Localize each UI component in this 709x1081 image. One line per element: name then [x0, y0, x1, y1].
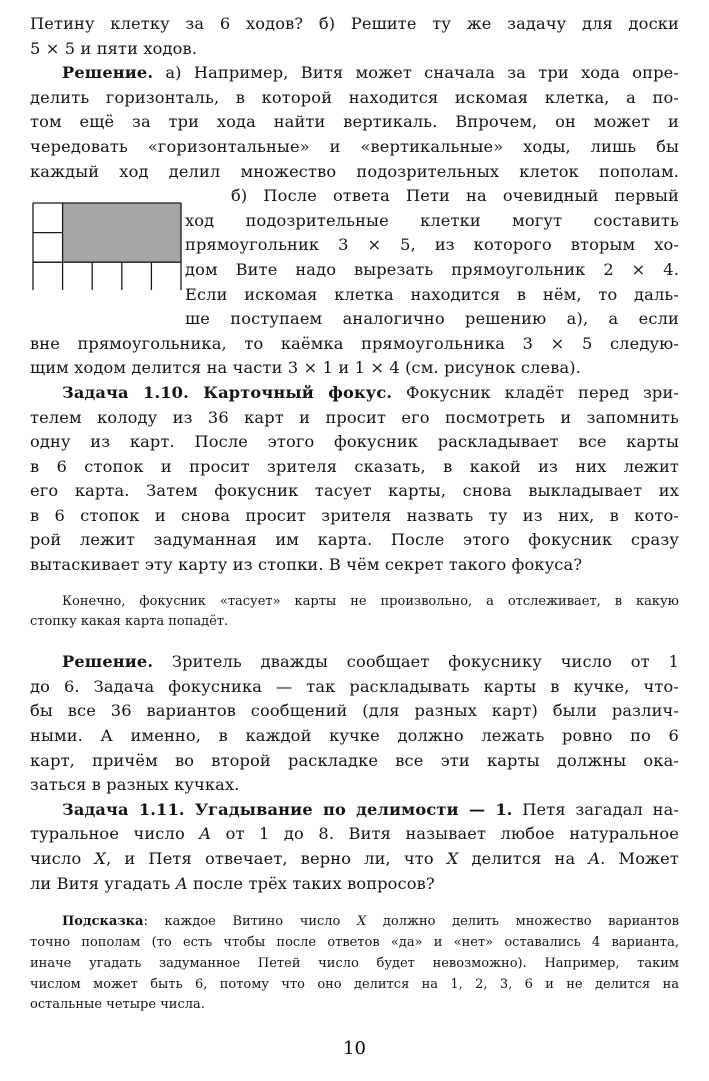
- hint-line: иначе угадать задуманное Петей число будет невозможно). Например, таким: [30, 955, 679, 971]
- text-line: каждый ход делил множество подозрительных клеток пополам.: [30, 161, 679, 181]
- text-line: вне прямоугольника, то каёмка прямоугольника 3 × 5 следую-: [30, 333, 679, 353]
- text-line: рой лежит задуманная им карта. После этого фокусник сразу: [30, 530, 679, 550]
- text-line: туральное число A от 1 до 8. Витя называет любое натуральное: [30, 824, 679, 844]
- text-line: число X, и Петя отвечает, верно ли, что X делится на A. Может: [30, 849, 680, 868]
- text-line: в 6 стопок и просит зрителя сказать, в какой из них лежит: [30, 456, 679, 476]
- solution-label: Решение.: [62, 63, 154, 83]
- note-line: стопку какая карта попадёт.: [30, 614, 229, 630]
- page-number: 10: [343, 1038, 366, 1059]
- variable-a: A: [199, 824, 212, 844]
- spacer: [30, 896, 679, 912]
- text-line: бы все 36 вариантов сообщений (для разных карт) были различ-: [30, 701, 679, 721]
- text-line: прямоугольник 3 × 5, из которого вторым хо-: [185, 235, 679, 255]
- variable-x: X: [446, 849, 459, 868]
- variable-a: A: [175, 873, 188, 893]
- hint-line: числом может быть 6, потому что оно делится на 1, 2, 3, 6 и не делится на: [30, 976, 679, 992]
- text-line: чередовать «горизонтальные» и «вертикальные» ходы, лишь бы: [30, 136, 679, 156]
- hint-line: точно пополам (то есть чтобы после ответов «да» и «нет» оставались 4 варианта,: [30, 934, 679, 950]
- hint-line: остальные четыре числа.: [30, 997, 205, 1013]
- text-line: ными. А именно, в каждой кучке должно лежать ровно по 6: [30, 726, 679, 746]
- text-line: Если искомая клетка находится в нём, то даль-: [185, 284, 679, 304]
- page-body: [30, 12, 679, 1016]
- wrapped-text-column: [185, 184, 679, 332]
- text-line: ли Витя угадать A после трёх таких вопросов?: [30, 873, 435, 893]
- text-line: щим ходом делится на части 3 × 1 и 1 × 4 (см. рисунок слева).: [30, 358, 582, 378]
- text-line: до 6. Задача фокусника — так раскладывать карты в кучке, что-: [30, 676, 679, 696]
- text-line: одну из карт. После этого фокусник раскладывает все карты: [30, 432, 679, 452]
- rectangle-grid-figure: [32, 202, 182, 290]
- task-1-10-label: Задача 1.10. Карточный фокус.: [62, 382, 393, 402]
- figure-wrap-block: [30, 184, 679, 332]
- note-line: Конечно, фокусник «тасует» карты не произвольно, а отслеживает, в какую: [62, 593, 679, 609]
- solution-a-line: Решение. а) Например, Витя может сначала за три хода опре-: [62, 63, 679, 83]
- variable-a: A: [588, 849, 601, 868]
- variable-x: X: [94, 849, 107, 868]
- cut-rectangle-2x4: [63, 203, 181, 262]
- spacer: [30, 578, 679, 592]
- task-1-10-line: Задача 1.10. Карточный фокус. Фокусник кладёт перед зри-: [62, 382, 680, 402]
- text-line: Петину клетку за 6 ходов? б) Решите ту же задачу для доски: [30, 14, 679, 33]
- solution-label: Решение.: [62, 652, 154, 672]
- hint-line: Подсказка: каждое Витино число X должно делить множество вариантов: [62, 914, 679, 930]
- text-line: делить горизонталь, в которой находится искомая клетка, а по-: [30, 87, 679, 107]
- text-line: ше поступаем аналогично решению а), а если: [185, 309, 679, 329]
- text-line: телем колоду из 36 карт и просит его посмотреть и запомнить: [30, 407, 679, 427]
- text-line: заться в разных кучках.: [30, 775, 240, 795]
- solution-1-10-line: Решение. Зритель дважды сообщает фокуснику число от 1: [62, 652, 679, 672]
- text-line: вытаскивает эту карту из стопки. В чём секрет такого фокуса?: [30, 555, 583, 575]
- text-line: том ещё за три хода найти вертикаль. Впрочем, он может и: [30, 112, 679, 132]
- task-1-11-line: Задача 1.11. Угадывание по делимости — 1. Петя загадал на-: [62, 799, 679, 819]
- text-line: 5 × 5 и пяти ходов.: [30, 38, 198, 58]
- text-line: его карта. Затем фокусник тасует карты, снова выкладывает их: [30, 481, 679, 501]
- spacer: [30, 633, 679, 650]
- hint-label: Подсказка: [62, 914, 144, 930]
- text-line: карт, причём во второй раскладке все эти карты должны ока-: [30, 750, 679, 770]
- task-1-11-label: Задача 1.11. Угадывание по делимости — 1.: [62, 799, 513, 819]
- text-line: ход подозрительные клетки могут составить: [185, 210, 679, 230]
- text-line: дом Вите надо вырезать прямоугольник 2 × 4.: [185, 259, 679, 279]
- text-line: в 6 стопок и снова просит зрителя назвать ту из них, в кото-: [30, 505, 679, 525]
- text-line: б) После ответа Пети на очевидный первый: [231, 186, 679, 206]
- variable-x: X: [357, 914, 367, 930]
